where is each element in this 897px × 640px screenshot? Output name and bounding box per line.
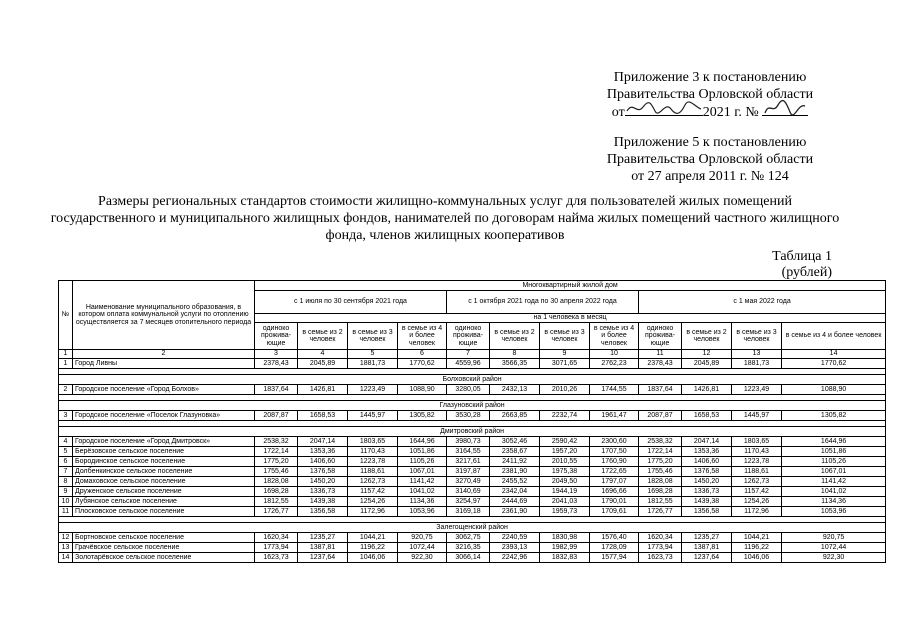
appendix-3-header: [560, 69, 860, 121]
row-number: 4: [59, 437, 73, 447]
table-row: [59, 467, 886, 477]
column-number: 5: [348, 350, 398, 359]
value-cell: 1141,42: [398, 477, 447, 487]
value-cell: 1046,06: [732, 553, 782, 563]
date-prefix: от: [611, 105, 625, 120]
table-row: [59, 553, 886, 563]
value-cell: 1812,55: [639, 497, 682, 507]
municipality-name: Долбенкинское сельское поселение: [73, 467, 255, 477]
appendix-5-line3: от 27 апреля 2011 г. № 124: [631, 169, 789, 184]
column-number: 14: [782, 350, 886, 359]
value-cell: 2378,43: [639, 359, 682, 369]
value-cell: 1223,78: [348, 457, 398, 467]
value-cell: 1961,47: [590, 411, 639, 421]
value-cell: 1170,43: [732, 447, 782, 457]
col-no-header: №: [59, 281, 73, 350]
municipality-name: Грачёвское сельское поселение: [73, 543, 255, 553]
region-name: Залегощенский район: [59, 523, 886, 533]
row-number: 5: [59, 447, 73, 457]
value-cell: 2087,87: [639, 411, 682, 421]
municipality-name: Городское поселение «Город Болхов»: [73, 385, 255, 395]
value-cell: 2444,69: [490, 497, 540, 507]
sub-col-header: в семье из 3 человек: [732, 323, 782, 350]
appendix-3-date-line: [560, 103, 860, 121]
value-cell: 1053,96: [398, 507, 447, 517]
row-number: 14: [59, 553, 73, 563]
value-cell: 1336,73: [682, 487, 732, 497]
value-cell: 1353,36: [682, 447, 732, 457]
value-cell: 1262,73: [348, 477, 398, 487]
row-number: 12: [59, 533, 73, 543]
value-cell: 1644,96: [398, 437, 447, 447]
value-cell: 1406,60: [682, 457, 732, 467]
value-cell: 2455,52: [490, 477, 540, 487]
column-number: 2: [73, 350, 255, 359]
handwritten-date-signature: [625, 103, 703, 116]
value-cell: 1726,77: [255, 507, 298, 517]
municipality-name: Домаховское сельское поселение: [73, 477, 255, 487]
table-row: [59, 437, 886, 447]
column-number: 1: [59, 350, 73, 359]
value-cell: 1254,26: [732, 497, 782, 507]
col-name-header: Наименование муниципального образования, в котором оплата коммунальной услуги по отоплению осуществляется за 7 месяцев отопительного периода: [73, 281, 255, 350]
value-cell: 1790,01: [590, 497, 639, 507]
value-cell: 1254,26: [348, 497, 398, 507]
value-cell: 2047,14: [298, 437, 348, 447]
value-cell: 3566,35: [490, 359, 540, 369]
value-cell: 1445,97: [348, 411, 398, 421]
table-row: [59, 447, 886, 457]
value-cell: 1053,96: [782, 507, 886, 517]
value-cell: 1982,99: [540, 543, 590, 553]
value-cell: 1072,44: [782, 543, 886, 553]
table-label: Таблица 1: [772, 249, 832, 264]
region-row: [59, 427, 886, 437]
value-cell: 1041,02: [398, 487, 447, 497]
table-row: [59, 533, 886, 543]
value-cell: 1709,61: [590, 507, 639, 517]
value-cell: 3980,73: [447, 437, 490, 447]
table-caption: [772, 249, 832, 281]
value-cell: 1707,50: [590, 447, 639, 457]
municipality-name: Городское поселение «Город Дмитровск»: [73, 437, 255, 447]
column-number: 13: [732, 350, 782, 359]
value-cell: 1837,64: [255, 385, 298, 395]
sub-col-header: одиноко прожива-ющие: [639, 323, 682, 350]
region-name: Дмитровский район: [59, 427, 886, 437]
value-cell: 1088,90: [782, 385, 886, 395]
value-cell: 2045,89: [298, 359, 348, 369]
value-cell: 2010,55: [540, 457, 590, 467]
column-number: 11: [639, 350, 682, 359]
value-cell: 1959,73: [540, 507, 590, 517]
value-cell: 2381,90: [490, 467, 540, 477]
row-number: 1: [59, 359, 73, 369]
column-number: 8: [490, 350, 540, 359]
value-cell: 4559,96: [447, 359, 490, 369]
value-cell: 3140,69: [447, 487, 490, 497]
municipality-name: Друженское сельское поселение: [73, 487, 255, 497]
value-cell: 2393,13: [490, 543, 540, 553]
value-cell: 1356,58: [298, 507, 348, 517]
value-cell: 3530,28: [447, 411, 490, 421]
value-cell: 1773,94: [639, 543, 682, 553]
value-cell: 1770,62: [398, 359, 447, 369]
value-cell: 1172,96: [348, 507, 398, 517]
value-cell: 1044,21: [348, 533, 398, 543]
row-number: 7: [59, 467, 73, 477]
value-cell: 1387,81: [682, 543, 732, 553]
region-name: Глазуновский район: [59, 401, 886, 411]
table-row: [59, 543, 886, 553]
value-cell: 1356,58: [682, 507, 732, 517]
value-cell: 1722,14: [639, 447, 682, 457]
value-cell: 1837,64: [639, 385, 682, 395]
value-cell: 1387,81: [298, 543, 348, 553]
value-cell: 1237,64: [682, 553, 732, 563]
row-number: 8: [59, 477, 73, 487]
value-cell: 920,75: [398, 533, 447, 543]
table-row: [59, 507, 886, 517]
value-cell: 3169,18: [447, 507, 490, 517]
value-cell: 1235,27: [682, 533, 732, 543]
value-cell: 2361,90: [490, 507, 540, 517]
column-number: 6: [398, 350, 447, 359]
value-cell: 1196,22: [732, 543, 782, 553]
value-cell: 2538,32: [255, 437, 298, 447]
value-cell: 1775,20: [639, 457, 682, 467]
column-number: 3: [255, 350, 298, 359]
column-number: 12: [682, 350, 732, 359]
value-cell: 2358,67: [490, 447, 540, 457]
value-cell: 920,75: [782, 533, 886, 543]
value-cell: 1067,01: [782, 467, 886, 477]
municipality-name: Бортновское сельское поселение: [73, 533, 255, 543]
value-cell: 1744,55: [590, 385, 639, 395]
row-number: 2: [59, 385, 73, 395]
value-cell: 1755,46: [255, 467, 298, 477]
region-row: [59, 375, 886, 385]
value-cell: 1088,90: [398, 385, 447, 395]
column-number: 9: [540, 350, 590, 359]
value-cell: 1623,73: [255, 553, 298, 563]
group-header: Многоквартирный жилой дом: [255, 281, 886, 291]
value-cell: 1755,46: [639, 467, 682, 477]
column-number: 4: [298, 350, 348, 359]
appendix-3-line2: Правительства Орловской области: [606, 87, 814, 102]
row-number: 6: [59, 457, 73, 467]
value-cell: 1223,49: [348, 385, 398, 395]
value-cell: 2300,60: [590, 437, 639, 447]
row-number: 9: [59, 487, 73, 497]
sub-col-header: в семье из 4 и более человек: [590, 323, 639, 350]
value-cell: 3066,14: [447, 553, 490, 563]
municipality-name: Город Ливны: [73, 359, 255, 369]
column-number-row: [59, 350, 886, 359]
value-cell: 1828,08: [639, 477, 682, 487]
value-cell: 1134,36: [782, 497, 886, 507]
value-cell: 1188,61: [732, 467, 782, 477]
value-cell: 1141,42: [782, 477, 886, 487]
value-cell: 1445,97: [732, 411, 782, 421]
value-cell: 2342,04: [490, 487, 540, 497]
value-cell: 1881,73: [348, 359, 398, 369]
value-cell: 1439,38: [682, 497, 732, 507]
value-cell: 2411,92: [490, 457, 540, 467]
row-number: 10: [59, 497, 73, 507]
value-cell: 1830,98: [540, 533, 590, 543]
value-cell: 1828,08: [255, 477, 298, 487]
value-cell: 1051,86: [782, 447, 886, 457]
value-cell: 1426,81: [682, 385, 732, 395]
value-cell: 1188,61: [348, 467, 398, 477]
value-cell: 1726,77: [639, 507, 682, 517]
document-title: Размеры региональных стандартов стоимости жилищно-коммунальных услуг для пользователей жилых помещений государственного и муниципального жилищных фондов, нанимателей по договорам найма жилых помещений частного жилищного фонда, членов жилищных кооперативов: [50, 194, 840, 243]
region-name: Болховский район: [59, 375, 886, 385]
table-row: [59, 359, 886, 369]
sub-col-header: в семье из 4 и более человек: [398, 323, 447, 350]
value-cell: 1041,02: [782, 487, 886, 497]
value-cell: 3197,87: [447, 467, 490, 477]
value-cell: 1223,49: [732, 385, 782, 395]
value-cell: 3052,46: [490, 437, 540, 447]
value-cell: 922,30: [782, 553, 886, 563]
value-cell: 1832,83: [540, 553, 590, 563]
column-number: 10: [590, 350, 639, 359]
municipality-name: Золотарёвское сельское поселение: [73, 553, 255, 563]
value-cell: 1105,26: [398, 457, 447, 467]
region-row: [59, 523, 886, 533]
value-cell: 3270,49: [447, 477, 490, 487]
per-person-header: на 1 человека в месяц: [255, 314, 886, 323]
value-cell: 1223,78: [732, 457, 782, 467]
value-cell: 1698,28: [639, 487, 682, 497]
value-cell: 1067,01: [398, 467, 447, 477]
value-cell: 2010,26: [540, 385, 590, 395]
value-cell: 1426,81: [298, 385, 348, 395]
value-cell: 1157,42: [732, 487, 782, 497]
table-row: [59, 477, 886, 487]
value-cell: 1658,53: [682, 411, 732, 421]
value-cell: 1172,96: [732, 507, 782, 517]
municipality-name: Плосковское сельское поселение: [73, 507, 255, 517]
value-cell: 2590,42: [540, 437, 590, 447]
value-cell: 1644,96: [782, 437, 886, 447]
value-cell: 2538,32: [639, 437, 682, 447]
municipality-name: Берёзовское сельское поселение: [73, 447, 255, 457]
row-number: 3: [59, 411, 73, 421]
value-cell: 1812,55: [255, 497, 298, 507]
value-cell: 1157,42: [348, 487, 398, 497]
appendix-5-line1: Приложение 5 к постановлению: [613, 135, 807, 150]
value-cell: 1305,82: [782, 411, 886, 421]
value-cell: 1170,43: [348, 447, 398, 457]
handwritten-number-signature: [762, 103, 808, 116]
date-year: 2021 г. №: [702, 105, 759, 120]
value-cell: 1196,22: [348, 543, 398, 553]
sub-col-header: в семье из 4 и более человек: [782, 323, 886, 350]
table-row: [59, 457, 886, 467]
column-number: 7: [447, 350, 490, 359]
table-row: [59, 385, 886, 395]
value-cell: 2432,13: [490, 385, 540, 395]
value-cell: 1439,38: [298, 497, 348, 507]
sub-col-header: в семье из 2 человек: [490, 323, 540, 350]
table-row: [59, 487, 886, 497]
sub-col-header: в семье из 2 человек: [298, 323, 348, 350]
value-cell: 3216,35: [447, 543, 490, 553]
value-cell: 1376,58: [298, 467, 348, 477]
value-cell: 3071,65: [540, 359, 590, 369]
value-cell: 3062,75: [447, 533, 490, 543]
value-cell: 1450,20: [682, 477, 732, 487]
value-cell: 1072,44: [398, 543, 447, 553]
sub-col-header: одиноко прожива-ющие: [447, 323, 490, 350]
municipality-name: Бородинское сельское поселение: [73, 457, 255, 467]
value-cell: 1450,20: [298, 477, 348, 487]
value-cell: 1237,64: [298, 553, 348, 563]
value-cell: 1698,28: [255, 487, 298, 497]
value-cell: 1803,65: [348, 437, 398, 447]
row-number: 13: [59, 543, 73, 553]
value-cell: 3164,55: [447, 447, 490, 457]
value-cell: 2762,23: [590, 359, 639, 369]
value-cell: 2041,03: [540, 497, 590, 507]
municipality-name: Лубянское сельское поселение: [73, 497, 255, 507]
appendix-5-line2: Правительства Орловской области: [606, 152, 814, 167]
value-cell: 2240,59: [490, 533, 540, 543]
value-cell: 1235,27: [298, 533, 348, 543]
standards-table: [58, 280, 886, 563]
value-cell: 1658,53: [298, 411, 348, 421]
value-cell: 1051,86: [398, 447, 447, 457]
value-cell: 2242,96: [490, 553, 540, 563]
value-cell: 2232,74: [540, 411, 590, 421]
value-cell: 1803,65: [732, 437, 782, 447]
value-cell: 1620,34: [255, 533, 298, 543]
table-row: [59, 497, 886, 507]
value-cell: 1134,36: [398, 497, 447, 507]
value-cell: 1576,40: [590, 533, 639, 543]
value-cell: 1722,14: [255, 447, 298, 457]
sub-col-header: в семье из 3 человек: [348, 323, 398, 350]
region-row: [59, 401, 886, 411]
value-cell: 1944,19: [540, 487, 590, 497]
value-cell: 1773,94: [255, 543, 298, 553]
sub-col-header: в семье из 2 человек: [682, 323, 732, 350]
row-number: 11: [59, 507, 73, 517]
value-cell: 3280,05: [447, 385, 490, 395]
value-cell: 1881,73: [732, 359, 782, 369]
table-row: [59, 411, 886, 421]
appendix-5-header: [560, 134, 860, 185]
value-cell: 1044,21: [732, 533, 782, 543]
municipality-name: Городское поселение «Поселок Глазуновка»: [73, 411, 255, 421]
units-label: (рублей): [781, 265, 832, 280]
value-cell: 1722,65: [590, 467, 639, 477]
value-cell: 1696,66: [590, 487, 639, 497]
value-cell: 1775,20: [255, 457, 298, 467]
value-cell: 1760,90: [590, 457, 639, 467]
value-cell: 1770,62: [782, 359, 886, 369]
value-cell: 1957,20: [540, 447, 590, 457]
value-cell: 1623,73: [639, 553, 682, 563]
table-body: [59, 359, 886, 563]
sub-col-header: одиноко прожива-ющие: [255, 323, 298, 350]
value-cell: 1975,38: [540, 467, 590, 477]
value-cell: 2087,87: [255, 411, 298, 421]
value-cell: 1376,58: [682, 467, 732, 477]
value-cell: 1620,34: [639, 533, 682, 543]
period-2-header: с 1 октября 2021 года по 30 апреля 2022 года: [447, 291, 639, 314]
value-cell: 1728,09: [590, 543, 639, 553]
value-cell: 1406,60: [298, 457, 348, 467]
value-cell: 922,30: [398, 553, 447, 563]
value-cell: 2045,89: [682, 359, 732, 369]
value-cell: 1577,94: [590, 553, 639, 563]
value-cell: 1105,26: [782, 457, 886, 467]
value-cell: 1797,07: [590, 477, 639, 487]
value-cell: 2378,43: [255, 359, 298, 369]
appendix-3-line1: Приложение 3 к постановлению: [613, 70, 807, 85]
value-cell: 2047,14: [682, 437, 732, 447]
value-cell: 1353,36: [298, 447, 348, 457]
value-cell: 2663,85: [490, 411, 540, 421]
period-1-header: с 1 июля по 30 сентября 2021 года: [255, 291, 447, 314]
value-cell: 2049,50: [540, 477, 590, 487]
value-cell: 1336,73: [298, 487, 348, 497]
value-cell: 3254,97: [447, 497, 490, 507]
sub-col-header: в семье из 3 человек: [540, 323, 590, 350]
value-cell: 1262,73: [732, 477, 782, 487]
value-cell: 1046,06: [348, 553, 398, 563]
value-cell: 1305,82: [398, 411, 447, 421]
value-cell: 3217,61: [447, 457, 490, 467]
period-3-header: с 1 мая 2022 года: [639, 291, 886, 314]
